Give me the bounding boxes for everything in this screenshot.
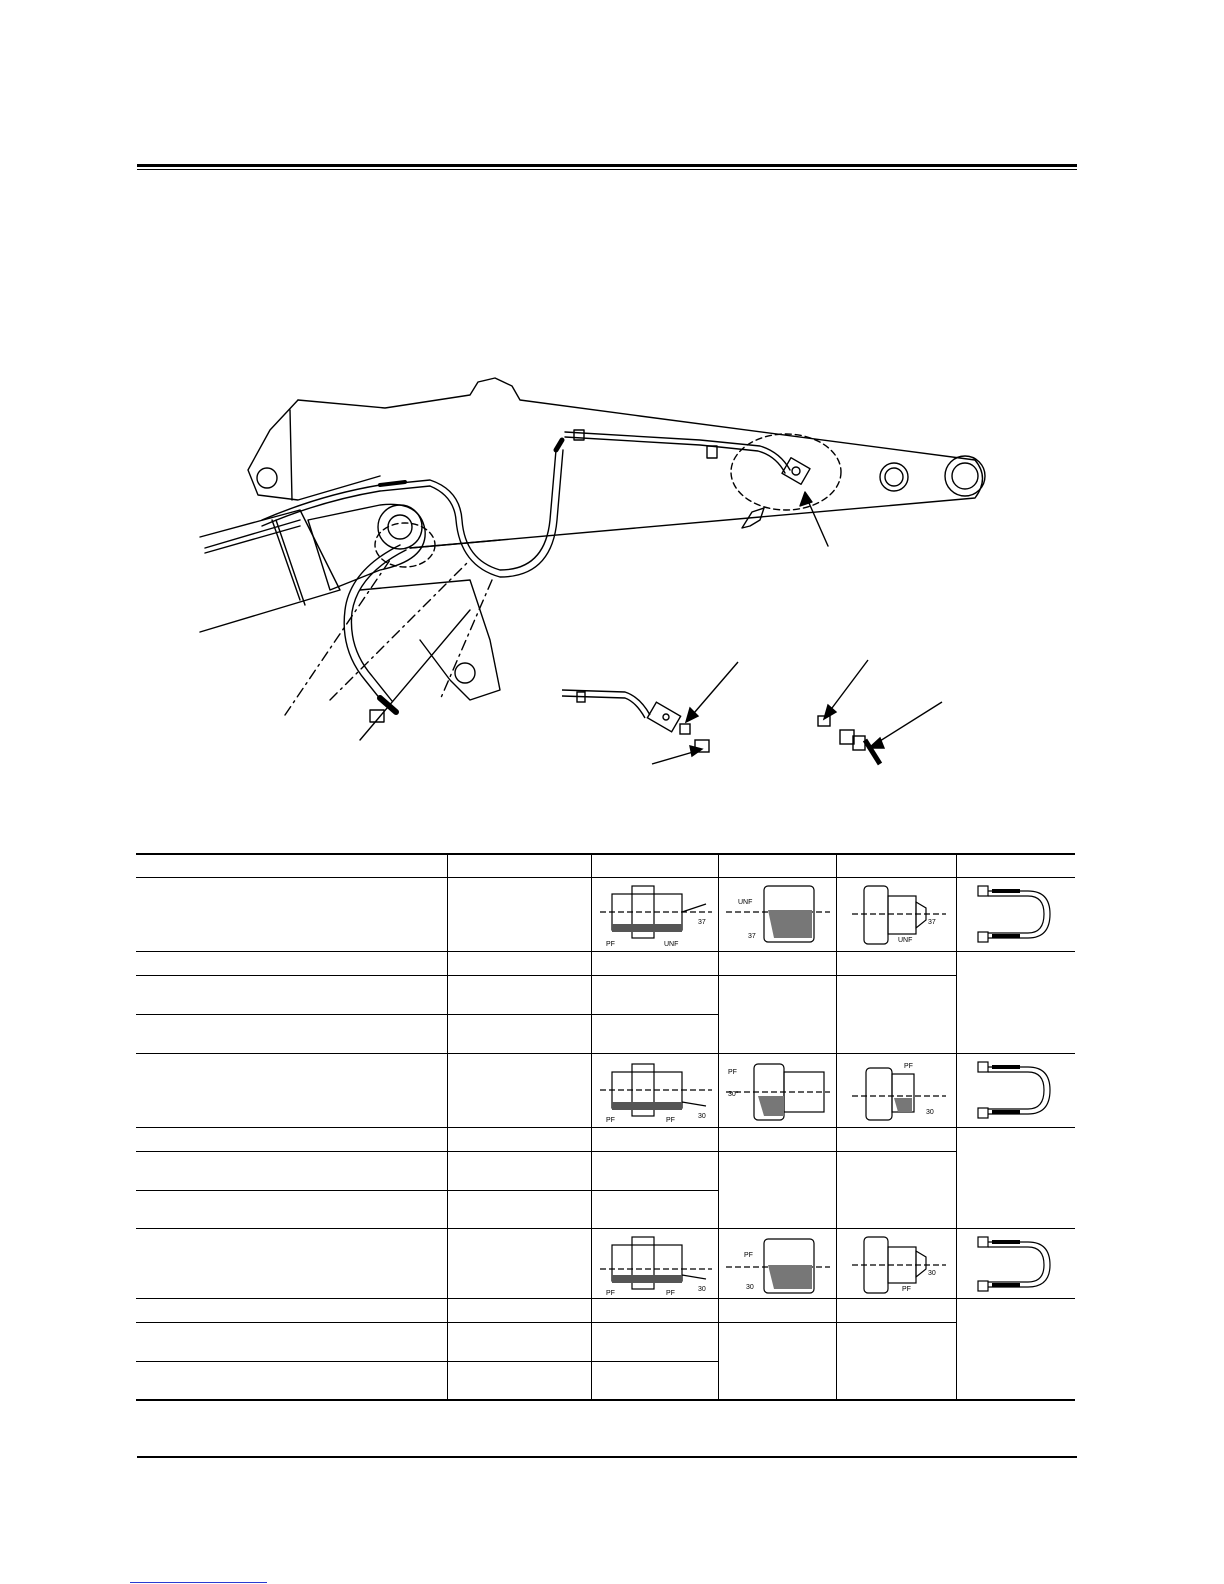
detail-view-a	[562, 662, 738, 764]
svg-text:PF: PF	[666, 1290, 675, 1297]
footer-rule	[137, 1456, 1077, 1458]
plug-fitting-icon	[842, 880, 952, 948]
adapter-fitting-icon	[598, 1056, 714, 1124]
boom-top-edge	[298, 378, 975, 460]
svg-text:PF: PF	[606, 1290, 615, 1297]
svg-text:PF: PF	[744, 1252, 753, 1259]
svg-text:37: 37	[928, 919, 936, 926]
svg-text:PF: PF	[666, 1117, 675, 1124]
boom-nose	[410, 460, 983, 548]
svg-text:30°: 30°	[728, 1091, 739, 1098]
hose-assembly-icon	[970, 1231, 1070, 1297]
hose-assembly-icon	[970, 880, 1070, 948]
svg-text:PF: PF	[606, 941, 615, 948]
svg-text:30: 30	[746, 1284, 754, 1291]
svg-text:37: 37	[748, 933, 756, 940]
swivel-nut-icon	[724, 1231, 832, 1297]
detail-view-b	[818, 660, 942, 764]
table-bottom-rule	[136, 1399, 1075, 1401]
svg-text:30: 30	[928, 1270, 936, 1277]
svg-text:PF: PF	[902, 1286, 911, 1293]
boom-hole-2	[885, 468, 903, 486]
svg-text:PF: PF	[904, 1063, 913, 1070]
plug-fitting-icon	[842, 1056, 952, 1124]
swivel-nut-icon	[724, 880, 832, 948]
table-top-rule	[136, 853, 1075, 855]
boom-pin	[952, 463, 978, 489]
swivel-nut-icon	[724, 1056, 832, 1124]
svg-text:UNF: UNF	[738, 899, 753, 906]
hose-assembly-icon	[970, 1056, 1070, 1124]
svg-text:30: 30	[698, 1113, 706, 1120]
arm-pivot-pin	[388, 515, 412, 539]
footer-link-underline[interactable]	[130, 1582, 267, 1583]
svg-text:30: 30	[926, 1109, 934, 1116]
svg-text:PF: PF	[606, 1117, 615, 1124]
svg-text:PF: PF	[728, 1069, 737, 1076]
svg-text:UNF: UNF	[664, 941, 679, 948]
svg-text:37: 37	[698, 919, 706, 926]
detail-callout-circle	[731, 434, 841, 510]
boom-hole-1	[257, 468, 277, 488]
adapter-fitting-icon	[598, 1231, 714, 1297]
svg-text:30: 30	[698, 1286, 706, 1293]
adapter-fitting-icon	[598, 880, 714, 948]
svg-text:UNF: UNF	[898, 937, 913, 944]
plug-fitting-icon	[842, 1231, 952, 1297]
